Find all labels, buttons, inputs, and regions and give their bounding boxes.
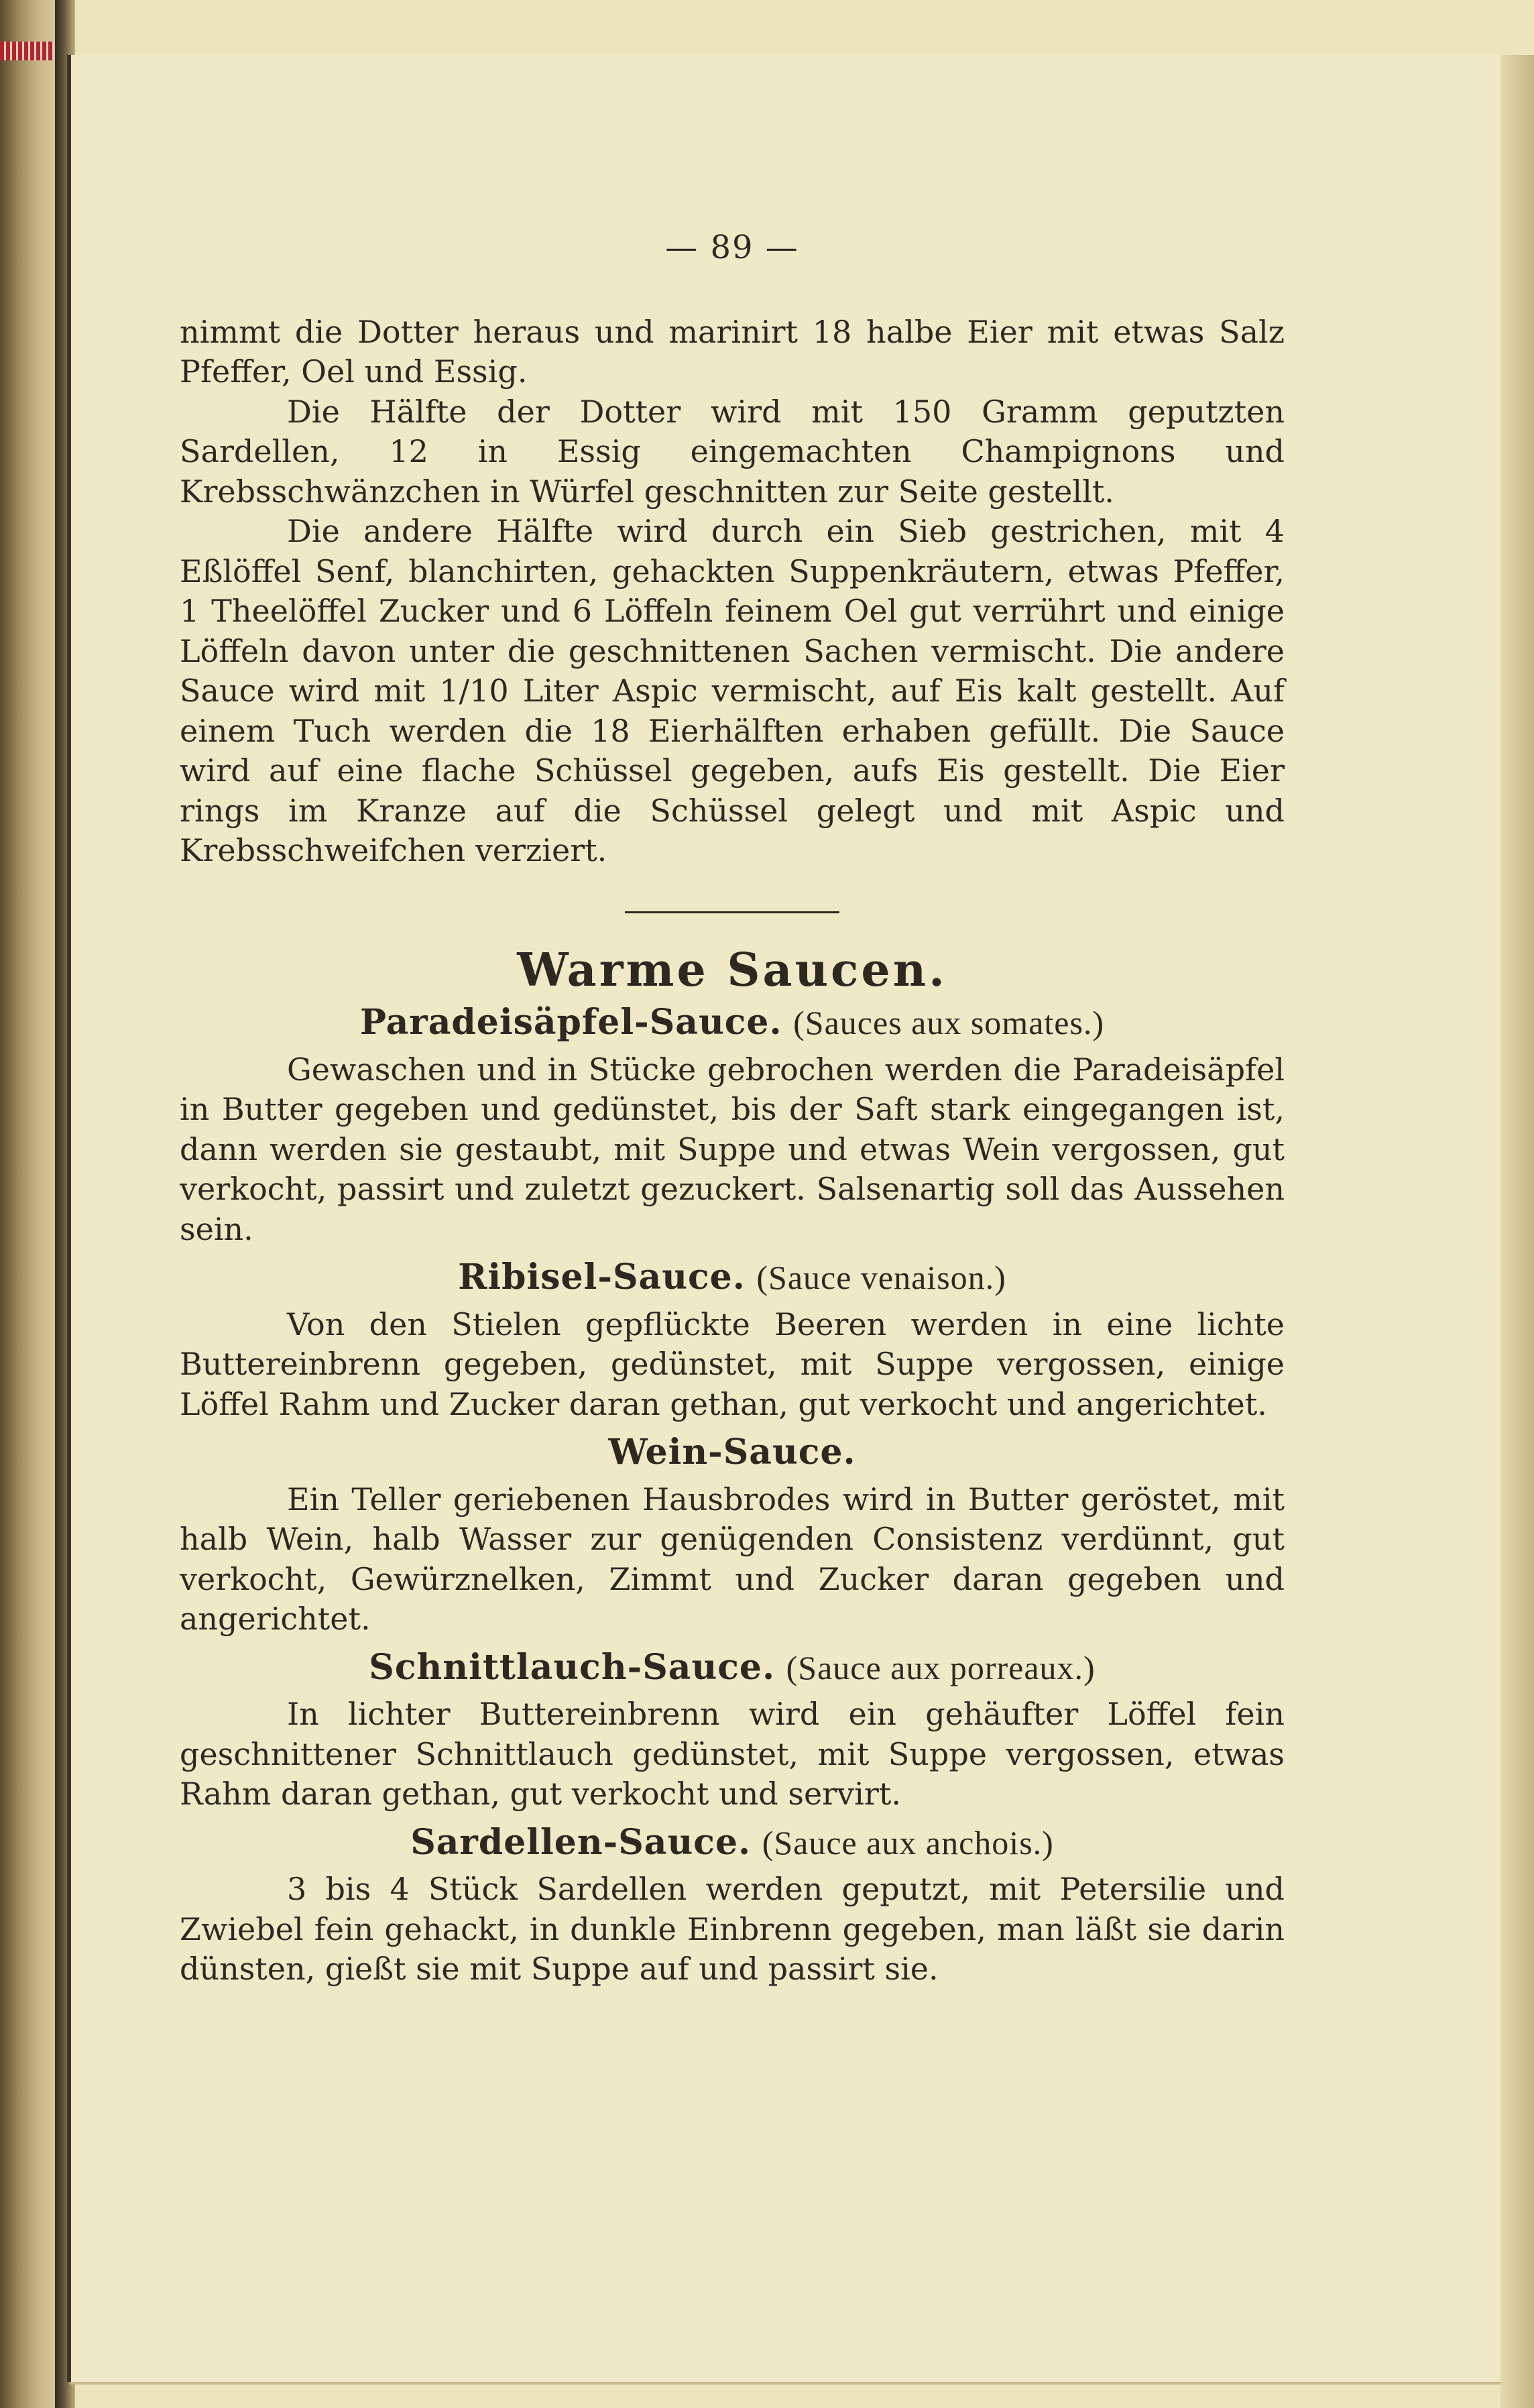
recipe-title (180, 1823, 1285, 1864)
recipe-title (180, 1002, 1285, 1043)
previous-page-edge (0, 0, 55, 2408)
recipe-text: Von den Stielen gepflückte Beeren werden in eine lichte Buttereinbrenn gegeben, gedünstet, mit Suppe vergossen, einige Löffel Rahm und Zucker daran gethan, gut verkocht und angerichtet. (180, 1306, 1285, 1422)
recipe-text: In lichter Buttereinbrenn wird ein gehäufter Löffel fein geschnittener Schnittlauch gedünstet, mit Suppe vergossen, etwas Rahm daran gethan, gut verkocht und servirt. (180, 1696, 1285, 1812)
recipe-title-german: Sardellen-Sauce. (410, 1821, 752, 1863)
recipe-text: 3 bis 4 Stück Sardellen werden geputzt, mit Petersilie und Zwiebel fein gehackt, in dunkle Einbrenn gegeben, man läßt sie darin dünsten, gießt sie mit Suppe auf und passirt sie. (180, 1871, 1285, 1987)
intro-paragraph: Die Hälfte der Dotter wird mit 150 Gramm geputzten Sardellen, 12 in Essig eingemachten Champignons und Krebsschwänzchen in Würfel geschnitten zur Seite gestellt. (180, 393, 1285, 510)
red-page-edge-marker (0, 42, 54, 60)
section-divider (625, 911, 839, 913)
recipe-title-german: Ribisel-Sauce. (458, 1257, 746, 1298)
recipe-text: Ein Teller geriebenen Hausbrodes wird in Butter geröstet, mit halb Wein, halb Wasser zur genügenden Consistenz verdünnt, gut verkocht, Gewürznelken, Zimmt und Zucker daran gegeben und angerichtet. (180, 1481, 1285, 1637)
recipe-title-german: Wein-Sauce. (608, 1432, 856, 1473)
page-text (180, 228, 1285, 1990)
recipe-title (180, 1432, 1285, 1473)
recipe-title-german: Paradeisäpfel-Sauce. (359, 1002, 782, 1043)
section-title: Warme Saucen. (517, 943, 947, 997)
intro-paragraph: Die andere Hälfte wird durch ein Sieb gestrichen, mit 4 Eßlöffel Senf, blanchirten, gehackten Suppenkräutern, etwas Pfeffer, 1 Theelöffel Zucker und 6 Löffeln feinem Oel gut verrührt und einige Löffeln davon unter die geschnittenen Sachen vermischt. Die andere Sauce wird mit 1/10 Liter Aspic vermischt, auf Eis kalt gestellt. Auf einem Tuch werden die 18 Eierhälften erhaben gefüllt. Die Sauce wird auf eine flache Schüssel gegeben, aufs Eis gestellt. Die Eier rings im Kranze auf die Schüssel gelegt und mit Aspic und Krebsschweifchen verziert. (180, 513, 1285, 868)
recipe-title-german: Schnittlauch-Sauce. (369, 1646, 776, 1688)
recipe-title-french: (Sauce aux anchois.) (762, 1823, 1054, 1861)
recipe-text: Gewaschen und in Stücke gebrochen werden die Paradeisäpfel in Butter gegeben und gedünstet, bis der Saft stark eingegangen ist, dann werden sie gestaubt, mit Suppe und etwas Wein vergossen, gut verkocht, passirt und zuletzt gezuckert. Salsenartig soll das Aussehen sein. (180, 1051, 1285, 1247)
recipe-title-french: (Sauces aux somates.) (793, 1004, 1105, 1041)
recipe-title-french: (Sauce venaison.) (756, 1259, 1006, 1296)
page-number: — 89 — (665, 229, 799, 266)
page-stack-edge (1500, 55, 1534, 2408)
recipe-title-french: (Sauce aux porreaux.) (786, 1648, 1096, 1686)
recipe-title (180, 1257, 1285, 1298)
intro-paragraph: nimmt die Dotter heraus und marinirt 18 halbe Eier mit etwas Salz Pfeffer, Oel und Essig. (180, 313, 1285, 390)
recipe-title (180, 1648, 1285, 1688)
